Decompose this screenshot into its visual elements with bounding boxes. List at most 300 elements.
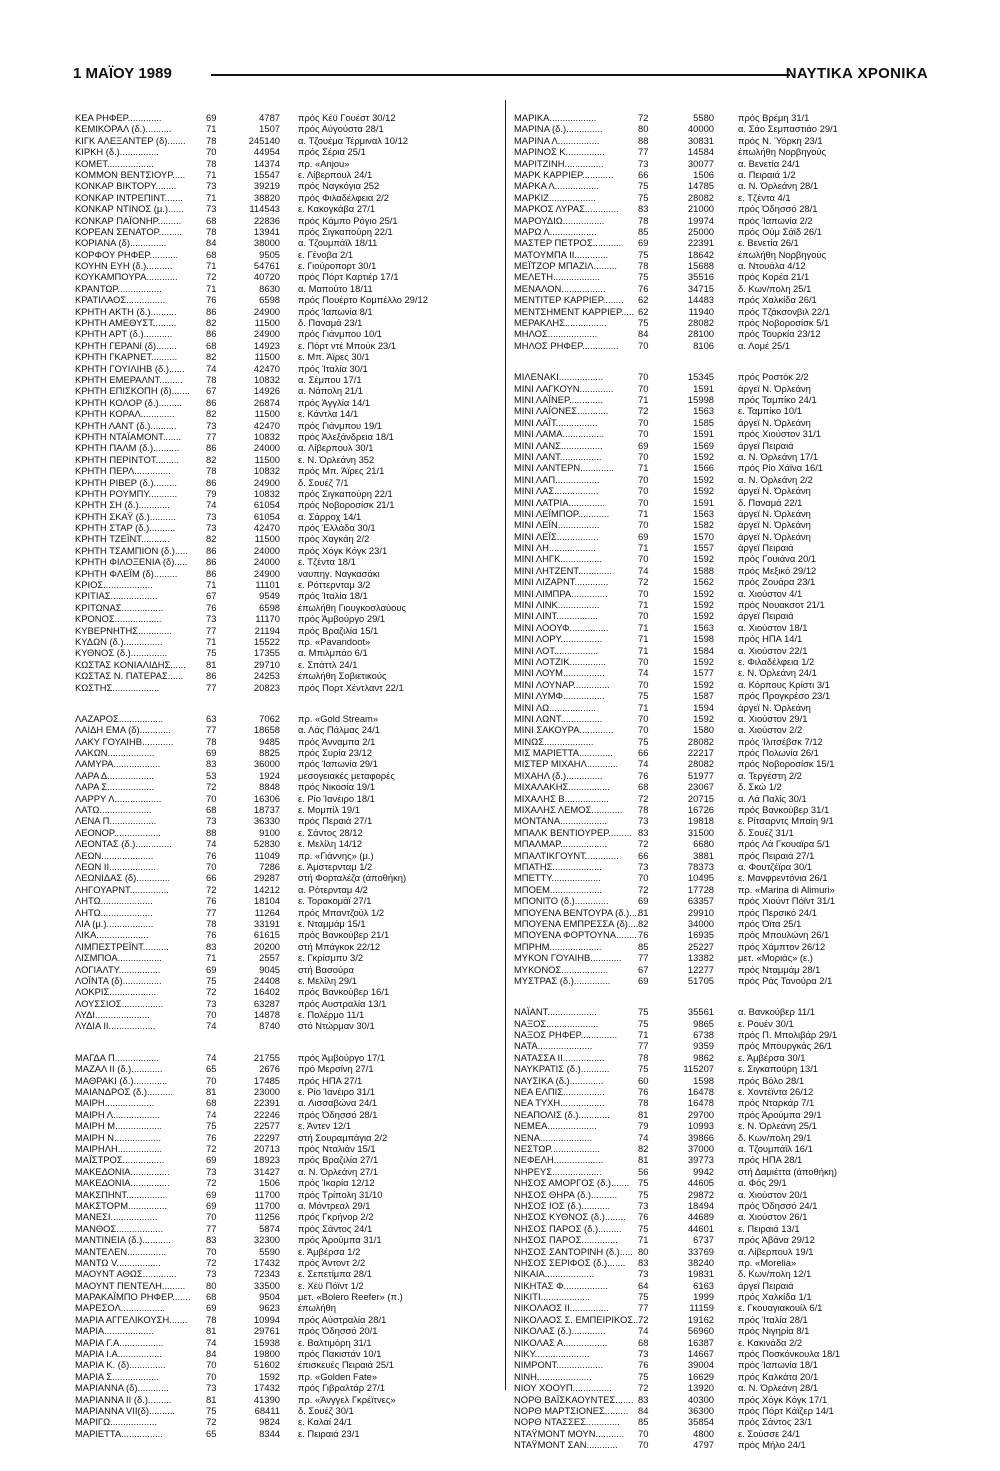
tonnage: 1569: [693, 439, 714, 451]
ship-name: ΜΙΝΙ ΛΑΤΡΙΑ..............: [514, 496, 605, 508]
status: μεσογειακές μεταφορές: [298, 769, 395, 781]
ship-entry-row: [514, 112, 934, 123]
ship-entry-row: [514, 1177, 934, 1188]
ship-entry-row: [514, 793, 934, 804]
build-year: 75: [638, 180, 649, 192]
ship-entry-row: [514, 271, 934, 282]
ship-name: ΜΕΪΤΖΟΡ ΜΠΑΖΙΛ.........: [514, 260, 617, 272]
ship-name: ΚΟΝΚΑΡ ΠΑΪΟΝΗΡ.........: [75, 214, 182, 226]
tonnage: 8848: [259, 781, 280, 793]
ship-name: ΜΑΝΕΣΙ..................: [75, 1211, 158, 1223]
ship-entry-row: [75, 203, 500, 214]
ship-name: ΜΙΣ ΜΑΡΙΕΤΤΑ.............: [514, 747, 613, 759]
ship-name: ΜΑΡΙΑ Γ.Α.................: [75, 1336, 164, 1348]
ship-entry-row: [514, 872, 934, 883]
tonnage: 34715: [687, 282, 714, 294]
ship-name: ΜΠΑΛΜΑΡ..................: [514, 838, 608, 850]
ship-entry-row: [75, 850, 500, 861]
tonnage: 14878: [253, 1009, 280, 1021]
status: α. Μαπούτο 18/11: [298, 282, 373, 294]
ship-name: ΝΙΚΑΙΑ...................: [514, 1268, 595, 1280]
tonnage: 11940: [688, 305, 714, 317]
tonnage: 1582: [693, 519, 714, 531]
ship-entry-row: [75, 827, 500, 838]
build-year: 70: [206, 1074, 217, 1086]
ship-list-section: [514, 112, 934, 351]
tonnage: 56960: [687, 1325, 714, 1337]
status: πρός Όδησσό 28/1: [738, 203, 818, 215]
ship-name: ΜΠΟΥΕΝΑ ΦΟΡΤΟΥΝΑ........: [514, 929, 637, 941]
build-year: 71: [638, 393, 649, 405]
ship-name: ΜΙΝΙ ΛΙΜΠΡΑ..............: [514, 587, 608, 599]
build-year: 71: [638, 599, 649, 611]
status: πρός Ίκαρία 12/12: [298, 1177, 375, 1189]
tonnage: 1507: [259, 123, 280, 135]
build-year: 70: [638, 371, 649, 383]
status: ε. Σούσσε 24/1: [738, 1427, 801, 1439]
tonnage: 29710: [253, 658, 280, 670]
build-year: 70: [206, 792, 217, 804]
status: ε. Πειραιά 23/1: [298, 1427, 360, 1439]
build-year: 71: [638, 1029, 649, 1041]
ship-entry-row: [514, 1268, 934, 1279]
ship-entry-row: [75, 884, 500, 895]
ship-entry-row: [75, 781, 500, 792]
build-year: 56: [638, 1165, 649, 1177]
status: άργεϊ Πειραιά: [738, 1279, 794, 1291]
ship-name: ΝΗΡΕΥΣ...................: [514, 1165, 602, 1177]
ship-name: ΜΑΚΕΔΟΝΙΑ...............: [75, 1165, 170, 1177]
tonnage: 21000: [687, 203, 714, 215]
build-year: 65: [206, 1063, 217, 1075]
build-year: 71: [638, 621, 649, 633]
status: πρός Χαλκίδα 26/1: [738, 294, 817, 306]
ship-entry-row: [514, 1029, 934, 1040]
build-year: 71: [638, 542, 649, 554]
ship-name: ΜΙΝΙ ΛΗ..................: [514, 542, 596, 554]
build-year: 88: [206, 826, 217, 838]
ship-entry-row: [514, 1337, 934, 1348]
ship-entry-row: [514, 1348, 934, 1359]
build-year: 71: [206, 123, 217, 135]
ship-entry-row: [75, 636, 500, 647]
tonnage: 19162: [687, 1313, 714, 1325]
build-year: 78: [206, 465, 217, 477]
ship-entry-row: [75, 1154, 500, 1165]
ship-name: ΜΑΝΤΕΛΕΝ...............: [75, 1245, 167, 1257]
build-year: 86: [206, 556, 217, 568]
tonnage: 9862: [693, 1051, 714, 1063]
build-year: 74: [206, 1108, 217, 1120]
status: α. Βανκούβερ 11/1: [738, 1006, 815, 1018]
ship-entry-row: [75, 226, 500, 237]
build-year: 75: [638, 1222, 649, 1234]
ship-entry-row: [75, 872, 500, 883]
tonnage: 8825: [259, 747, 280, 759]
ship-entry-row: [75, 736, 500, 747]
build-year: 72: [638, 405, 649, 417]
tonnage: 11101: [255, 579, 280, 591]
status: δ. Κων/πολη 25/1: [738, 282, 812, 294]
tonnage: 6163: [693, 1279, 714, 1291]
status: στή Δαμιέττα (άποθήκη): [738, 1165, 837, 1177]
build-year: 76: [638, 282, 649, 294]
ship-entry-row: [75, 1189, 500, 1200]
build-year: 72: [206, 986, 217, 998]
tonnage: 28082: [687, 758, 714, 770]
ship-entry-row: [514, 861, 934, 872]
build-year: 66: [638, 849, 649, 861]
ship-name: ΜΙΝΙ ΛΑΜΑ................: [514, 428, 605, 440]
ship-entry-row: [75, 1223, 500, 1234]
status: ε. Γκρίσμπυ 3/2: [298, 952, 364, 964]
status: ε. Βαλτιμόρη 31/1: [298, 1336, 372, 1348]
build-year: 68: [206, 214, 217, 226]
tonnage: 22297: [253, 1131, 280, 1143]
ship-name: ΜΑΚΣΠΗΝΤ...............: [75, 1188, 166, 1200]
ship-name: ΚΟΥΗΝ ΕΥΗ (δ.)..........: [75, 260, 173, 272]
tonnage: 30077: [687, 157, 714, 169]
tonnage: 22836: [253, 214, 280, 226]
ship-name: ΚΡΗΤΗ ΕΜΕΡΑΛΝΤ.........: [75, 373, 183, 385]
ship-entry-row: [75, 1359, 500, 1370]
tonnage: 1591: [693, 496, 714, 508]
ship-name: ΜΙΧΑΛΗΣ ΛΕΜΟΣ............: [514, 804, 623, 816]
ship-name: ΚΡΗΤΗ ΝΤΑΪΑΜΟΝΤ.......: [75, 430, 182, 442]
build-year: 74: [638, 667, 649, 679]
ship-name: ΜΠΕΤΤΥ...................: [514, 872, 601, 884]
tonnage: 1591: [693, 428, 714, 440]
status: πρός Νοβοροσίσκ 15/1: [738, 758, 835, 770]
build-year: 79: [638, 1120, 649, 1132]
ship-entry-row: [75, 488, 500, 499]
ship-entry-row: [514, 690, 934, 701]
tonnage: 6680: [693, 838, 714, 850]
status: ε. Ρουέν 30/1: [738, 1017, 794, 1029]
ship-name: ΜΙΝΩΣ...................: [514, 735, 594, 747]
ship-entry-row: [75, 397, 500, 408]
status: πρός Ν. Ύόρκη 23/1: [738, 134, 823, 146]
ship-entry-row: [514, 383, 934, 394]
tonnage: 18104: [253, 895, 280, 907]
tonnage: 8630: [259, 282, 280, 294]
ship-name: ΜΗΛΟΣ ΡΗΦΕΡ..............: [514, 339, 619, 351]
build-year: 69: [206, 747, 217, 759]
tonnage: 18737: [253, 804, 280, 816]
ship-name: ΚΟΝΚΑΡ ΝΤΙΝΟΣ (μ.)......: [75, 203, 184, 215]
ship-entry-row: [75, 465, 500, 476]
build-year: 70: [206, 861, 217, 872]
ship-name: ΝΑΞΟΣ ΡΗΦΕΡ..............: [514, 1029, 618, 1041]
status: πρός Λά Γκουαϊρα 5/1: [738, 838, 830, 850]
tonnage: 9623: [259, 1302, 280, 1314]
build-year: 72: [206, 271, 217, 283]
status: στή Φορταλέζα (άποθήκη): [298, 872, 407, 884]
ship-name: ΚΡΗΤΗ ΛΑΝΤ (δ.)..........: [75, 419, 177, 431]
tonnage: 1592: [693, 473, 714, 485]
build-year: 69: [638, 530, 649, 542]
build-year: 82: [638, 1142, 649, 1154]
build-year: 66: [638, 168, 649, 180]
tonnage: 15938: [253, 1336, 280, 1348]
tonnage: 14926: [253, 385, 280, 397]
ship-name: ΜΕΝΤΙΤΕΡ ΚΑΡΡΙΕΡ........: [514, 294, 624, 306]
build-year: 81: [206, 1393, 217, 1405]
tonnage: 9100: [259, 826, 280, 838]
ship-name: ΛΕΟΝΤΑΣ (δ.)..............: [75, 838, 172, 850]
status: πρός Σέρια 25/1: [298, 146, 366, 158]
ship-entry-row: [75, 568, 500, 579]
build-year: 82: [206, 408, 217, 420]
tonnage: 9359: [693, 1040, 714, 1052]
ship-list-section: [514, 1006, 934, 1450]
tonnage: 38240: [687, 1256, 714, 1268]
ship-name: ΜΥΣΤΡΑΣ (δ.)..............: [514, 974, 611, 986]
ship-entry-row: [514, 1371, 934, 1382]
ship-entry-row: [75, 1086, 500, 1097]
tonnage: 16478: [687, 1097, 714, 1109]
ship-name: ΜΑΡΙΚΑ..................: [514, 112, 597, 123]
ship-entry-row: [514, 249, 934, 260]
ship-entry-row: [75, 747, 500, 758]
build-year: 79: [206, 487, 217, 499]
ship-name: ΝΗΣΟΣ ΠΑΡΟΣ..............: [514, 1234, 618, 1246]
tonnage: 24000: [253, 556, 280, 568]
tonnage: 39004: [687, 1359, 714, 1371]
status: α. Χιούστον 2/2: [738, 724, 803, 736]
ship-name: ΝΤΑΫΜΟΝΤ ΣΑΝ............: [514, 1439, 618, 1451]
build-year: 69: [638, 974, 649, 986]
build-year: 71: [206, 635, 217, 647]
tonnage: 36330: [253, 815, 280, 827]
ship-name: ΝΙΚΟΛΑΣ (δ.).............: [514, 1325, 606, 1337]
ship-entry-row: [75, 340, 500, 351]
ship-entry-row: [514, 588, 934, 599]
ship-name: ΜΑΟΥΝΤ ΠΕΝΤΕΛΗ.........: [75, 1279, 186, 1291]
status: πρός Ίαπωνία 18/1: [738, 1359, 818, 1371]
ship-name: ΚΡΗΤΗ ΣΤΑΡ (δ.)..........: [75, 522, 176, 534]
tonnage: 28082: [687, 317, 714, 329]
ship-entry-row: [514, 781, 934, 792]
tonnage: 39773: [687, 1154, 714, 1166]
ship-entry-row: [75, 941, 500, 952]
tonnage: 114543: [249, 203, 280, 215]
ship-name: ΜΙΝΙ ΛΙΝΚ................: [514, 599, 600, 611]
build-year: 73: [638, 1348, 649, 1360]
ship-entry-row: [514, 1052, 934, 1063]
tonnage: 2676: [259, 1063, 280, 1075]
build-year: 86: [206, 442, 217, 454]
tonnage: 12277: [687, 963, 714, 975]
build-year: 82: [638, 917, 649, 929]
build-year: 78: [206, 373, 217, 385]
ship-entry-row: [75, 758, 500, 769]
ship-name: ΜΑΙΡΗ...................: [75, 1097, 155, 1109]
ship-name: ΚΥΒΕΡΝΗΤΗΣ.............: [75, 624, 172, 636]
status: α. Λισσαβώνα 24/1: [298, 1097, 378, 1109]
status: ε. Ρόττερνταμ 3/2: [298, 579, 371, 591]
status: α. Λίβερπουλ 30/1: [298, 442, 374, 454]
tonnage: 24900: [253, 476, 280, 488]
status: πρ. «Morelia»: [738, 1256, 797, 1268]
ship-entry-row: [75, 670, 500, 681]
tonnage: 9485: [259, 735, 280, 747]
tonnage: 44601: [687, 1222, 714, 1234]
build-year: 72: [206, 1142, 217, 1154]
build-year: 84: [638, 1404, 649, 1416]
build-year: 70: [206, 146, 217, 158]
build-year: 86: [206, 476, 217, 488]
tonnage: 11170: [255, 613, 280, 625]
ship-name: ΜΙΝΙ ΛΟΡΥ................: [514, 633, 603, 645]
publication-title: ΝΑΥΤΙΚΑ ΧΡΟΝΙΚΑ: [785, 65, 928, 82]
ship-name: ΜΑΟΥΝΤ ΑΘΩΣ.............: [75, 1268, 177, 1280]
build-year: 73: [206, 510, 217, 522]
ship-entry-row: [75, 647, 500, 658]
build-year: 73: [206, 1268, 217, 1280]
ship-name: ΜΙΝΙ ΛΕΪΜΠΟΡ............: [514, 507, 610, 519]
ship-name: ΚΡΙΟΣ...................: [75, 579, 153, 591]
tonnage: 14923: [253, 339, 280, 351]
tonnage: 19818: [687, 815, 714, 827]
build-year: 78: [206, 157, 217, 169]
tonnage: 15345: [687, 371, 714, 383]
ship-name: ΜΙΝΙ ΛΗΤΖΕΝΤ.............: [514, 564, 612, 576]
ship-entry-row: [75, 659, 500, 670]
ship-entry-row: [514, 135, 934, 146]
ship-name: ΝΕΦΕΛΗ...................: [514, 1154, 604, 1166]
status: στή Βασούρα: [298, 963, 354, 975]
tonnage: 11500: [254, 351, 280, 363]
build-year: 83: [638, 1393, 649, 1405]
tonnage: 6598: [259, 294, 280, 306]
tonnage: 13920: [687, 1382, 714, 1394]
ship-entry-row: [514, 964, 934, 975]
ship-entry-row: [75, 1394, 500, 1405]
status: ε. Ρίο Ίανέιρο 31/1: [298, 1086, 375, 1098]
build-year: 86: [206, 544, 217, 556]
ship-entry-row: [514, 895, 934, 906]
ship-name: ΜΑΡΙΑ...................: [75, 1325, 154, 1337]
build-year: 71: [206, 168, 217, 180]
tonnage: 33191: [253, 917, 280, 929]
status: πρός Όϊτα 25/1: [738, 917, 802, 929]
build-year: 69: [206, 1199, 217, 1211]
tonnage: 18658: [253, 724, 280, 736]
build-year: 70: [638, 553, 649, 565]
tonnage: 33500: [253, 1279, 280, 1291]
ship-name: ΝΗΣΟΣ ΣΑΝΤΟΡΙΝΗ (δ.).....: [514, 1245, 633, 1257]
tonnage: 4787: [259, 112, 280, 123]
ship-entry-row: [75, 929, 500, 940]
tonnage: 1592: [693, 485, 714, 497]
tonnage: 61054: [253, 510, 280, 522]
tonnage: 29761: [253, 1325, 280, 1337]
ship-name: ΜΑΡΙΝΑ (δ.)..............: [514, 123, 603, 135]
ship-entry-row: [514, 1394, 934, 1405]
status: πρός Όδησσό 28/1: [298, 1108, 378, 1120]
ship-name: ΝΗΣΟΣ ΠΑΡΟΣ (δ.).........: [514, 1222, 622, 1234]
ship-entry-row: [75, 1177, 500, 1188]
ship-entry-row: [75, 533, 500, 544]
status: δ. Σουέζ 7/1: [298, 476, 349, 488]
status: πρός Ράς Τανούρα 2/1: [738, 974, 833, 986]
tonnage: 11500: [254, 408, 280, 420]
ship-name: ΝΕΑΠΟΛΙΣ (δ.)............: [514, 1108, 610, 1120]
status: άργεϊ Πειραιά: [738, 542, 794, 554]
build-year: 69: [206, 963, 217, 975]
ship-entry-row: [75, 1020, 500, 1031]
tonnage: 40000: [687, 123, 714, 135]
ship-entry-row: [514, 192, 934, 203]
tonnage: 1557: [693, 542, 714, 554]
status: πρός Ίλιτσέβσκ 7/12: [738, 735, 823, 747]
ship-entry-row: [75, 1280, 500, 1291]
ship-name: ΚΡΗΤΗ ΕΠΙΣΚΟΠΗ (δ).......: [75, 385, 190, 397]
ship-name: ΚΡΗΤΗ ΤΖΕΪΝΤ...........: [75, 533, 170, 545]
tonnage: 1566: [693, 462, 714, 474]
tonnage: 11159: [689, 1302, 714, 1314]
ship-name: ΜΙΝΙ ΛΥΜΦ................: [514, 690, 605, 702]
build-year: 76: [206, 895, 217, 907]
build-year: 67: [206, 590, 217, 602]
ship-entry-row: [75, 260, 500, 271]
ship-name: ΜΙΧΑΛΑΚΗΣ................: [514, 781, 610, 793]
status: ε. Σεπετίμπα 28/1: [298, 1268, 372, 1280]
ship-name: ΚΡΑΤΙΛΑΟΣ...............: [75, 294, 166, 306]
ship-name: ΜΑΙΡΗ Λ..................: [75, 1108, 160, 1120]
status: α. Ν. Όρλεάνη 17/1: [738, 450, 819, 462]
ship-entry-row: [514, 702, 934, 713]
ship-entry-row: [514, 1132, 934, 1143]
tonnage: 10832: [253, 373, 280, 385]
status: πρός Πακιστάν 10/1: [298, 1348, 382, 1360]
ship-entry-row: [514, 306, 934, 317]
status: δ. Παναμά 23/1: [298, 317, 363, 329]
tonnage: 51602: [253, 1359, 280, 1371]
build-year: 74: [206, 1336, 217, 1348]
build-year: 72: [206, 1416, 217, 1428]
status: έπωλήθη Νορβηγούς: [738, 248, 827, 260]
ship-name: ΚΕΑ ΡΗΦΕΡ.............: [75, 112, 162, 123]
tonnage: 17432: [253, 1382, 280, 1394]
ship-name: ΚΡΗΤΗ ΦΛΕΪΜ (δ).........: [75, 567, 178, 579]
ship-name: ΜΙΝΙ ΛΗΓΚ................: [514, 553, 602, 565]
tonnage: 11500: [254, 317, 280, 329]
ship-entry-row: [75, 713, 500, 724]
build-year: 75: [638, 191, 649, 203]
ship-entry-row: [75, 135, 500, 146]
ship-name: ΛΥΔΙ.....................: [75, 1009, 150, 1021]
build-year: 75: [638, 1291, 649, 1303]
tonnage: 1594: [693, 701, 714, 713]
ship-name: ΜΕΛΕΤΗ..................: [514, 271, 600, 283]
build-year: 73: [638, 815, 649, 827]
tonnage: 245140: [248, 134, 280, 146]
status: πρός Άμβούργο 29/1: [298, 613, 386, 625]
ship-entry-row: [514, 1325, 934, 1336]
tonnage: 61054: [253, 499, 280, 511]
tonnage: 6737: [693, 1234, 714, 1246]
status: ε. Πολέρμο 11/1: [298, 1009, 365, 1021]
status: πρός Ταμπίκο 24/1: [738, 393, 817, 405]
ship-name: ΛΗΤΩ....................: [75, 906, 153, 918]
ship-entry-row: [514, 1405, 934, 1416]
ship-entry-row: [75, 385, 500, 396]
build-year: 66: [206, 872, 217, 884]
status: πρός Αύγούστα 28/1: [298, 123, 384, 135]
status: πρός Άρούμπα 31/1: [298, 1234, 382, 1246]
